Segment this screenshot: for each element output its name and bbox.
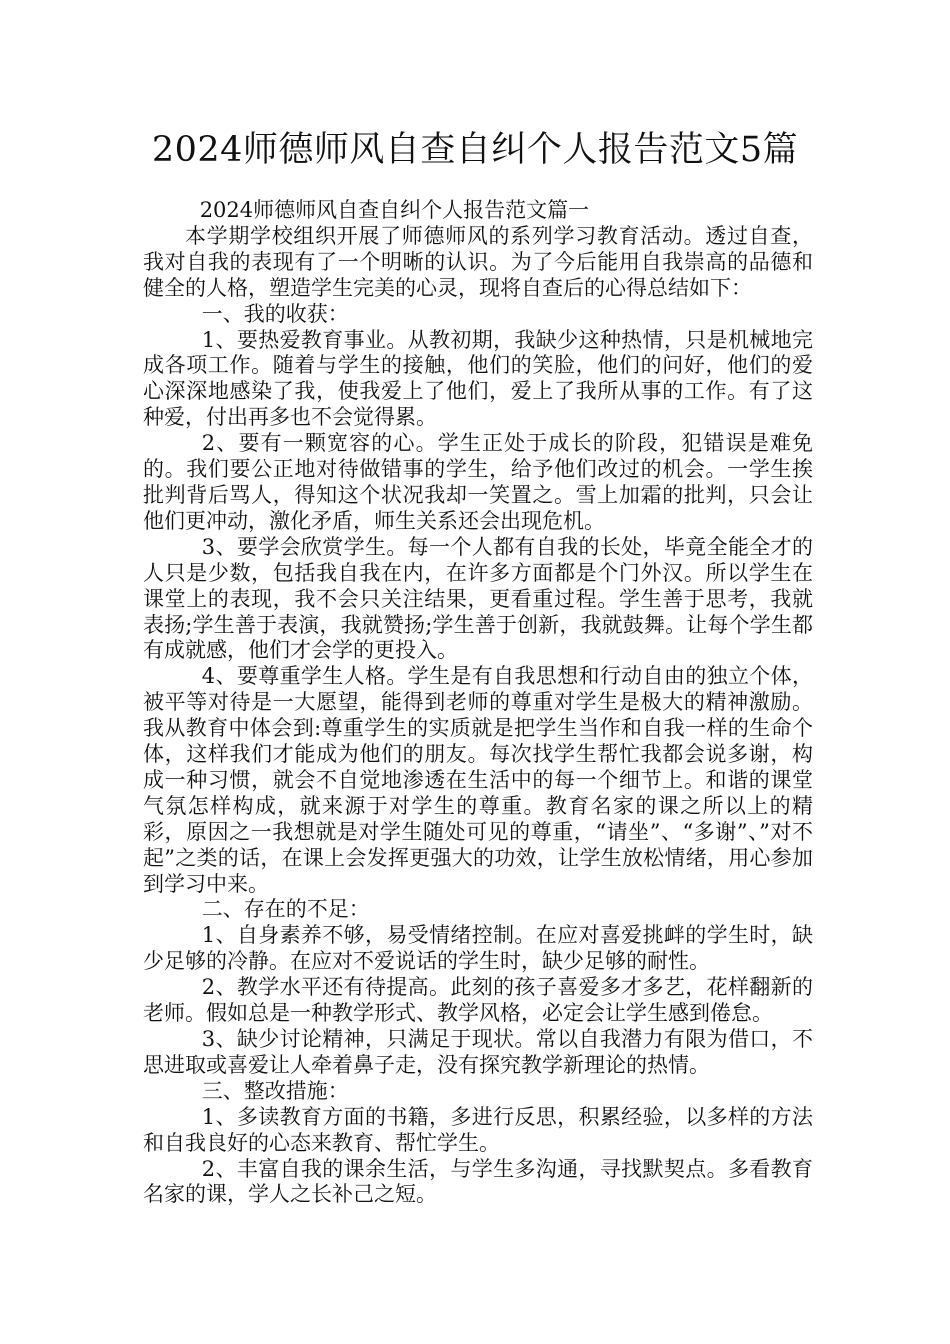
section-heading: 2024师德师风自查自纠个人报告范文篇一 xyxy=(199,198,590,222)
list-item-paragraph: 2、要有一颗宽容的心。学生正处于成长的阶段，犯错误是难免的。我们要公正地对待做错事的学生，给予他们改过的机会。一学生挨批判背后骂人，得知这个状况我却一笑置之。雪上加霜的批判，只会让他们更冲动，激化矛盾，师生关系还会出现危机。 xyxy=(143,431,813,533)
subsection-heading: 三、整改措施： xyxy=(201,1078,349,1103)
list-item-paragraph: 2、教学水平还有待提高。此刻的孩子喜爱多才多艺，花样翻新的老师。假如总是一种教学形式、教学风格，必定会让学生感到倦怠。 xyxy=(143,975,813,1026)
list-item-paragraph: 1、自身素养不够，易受情绪控制。在应对喜爱挑衅的学生时，缺少足够的冷静。在应对不爱说话的学生时，缺少足够的耐性。 xyxy=(143,923,813,974)
list-item-paragraph: 1、多读教育方面的书籍，多进行反思，积累经验，以多样的方法和自我良好的心态来教育、帮忙学生。 xyxy=(143,1104,813,1155)
list-item-paragraph: 3、缺少讨论精神，只满足于现状。常以自我潜力有限为借口，不思进取或喜爱让人牵着鼻子走，没有探究教学新理论的热情。 xyxy=(143,1027,813,1077)
list-item-paragraph: 2、丰富自我的课余生活，与学生多沟通，寻找默契点。多看教育名家的课，学人之长补己之短。 xyxy=(143,1156,813,1207)
subsection-heading: 二、存在的不足： xyxy=(201,897,370,922)
list-item-paragraph: 4、要尊重学生人格。学生是有自我思想和行动自由的独立个体，被平等对待是一大愿望，能得到老师的尊重对学生是极大的精神激励。我从教育中体会到:尊重学生的实质就是把学生当作和自我一样的生命个体，这样我们才能成为他们的朋友。每次找学生帮忙我都会说多谢，构成一种习惯，就会不自觉地渗透在生活中的每一个细节上。和谐的课堂气氛怎样构成，就来源于对学生的尊重。教育名家的课之所以上的精彩，原因之一我想就是对学生随处可见的尊重，“请坐”、“多谢”、”对不起”之类的话，在课上会发挥更强大的功效，让学生放松情绪，用心参加到学习中来。 xyxy=(143,664,813,896)
subsection-heading: 一、我的收获： xyxy=(201,301,349,326)
intro-paragraph: 本学期学校组织开展了师德师风的系列学习教育活动。透过自查，我对自我的表现有了一个明晰的认识。为了今后能用自我崇高的品德和健全的人格，塑造学生完美的心灵，现将自查后的心得总结如下： xyxy=(143,223,813,300)
list-item-paragraph: 1、要热爱教育事业。从教初期，我缺少这种热情，只是机械地完成各项工作。随着与学生的接触，他们的笑脸，他们的问好，他们的爱心深深地感染了我，使我爱上了他们，爱上了我所从事的工作。有了这种爱，付出再多也不会觉得累。 xyxy=(143,327,813,430)
document-title: 2024师德师风自查自纠个人报告范文5篇 xyxy=(151,130,799,170)
document-body xyxy=(143,198,813,1208)
list-item-paragraph: 3、要学会欣赏学生。每一个人都有自我的长处，毕竟全能全才的人只是少数，包括我自我在内，在许多方面都是个门外汉。所以学生在课堂上的表现，我不会只关注结果，更看重过程。学生善于思考，我就表扬;学生善于表演，我就赞扬;学生善于创新，我就鼓舞。让每个学生都有成就感，他们才会学的更投入。 xyxy=(143,534,813,663)
